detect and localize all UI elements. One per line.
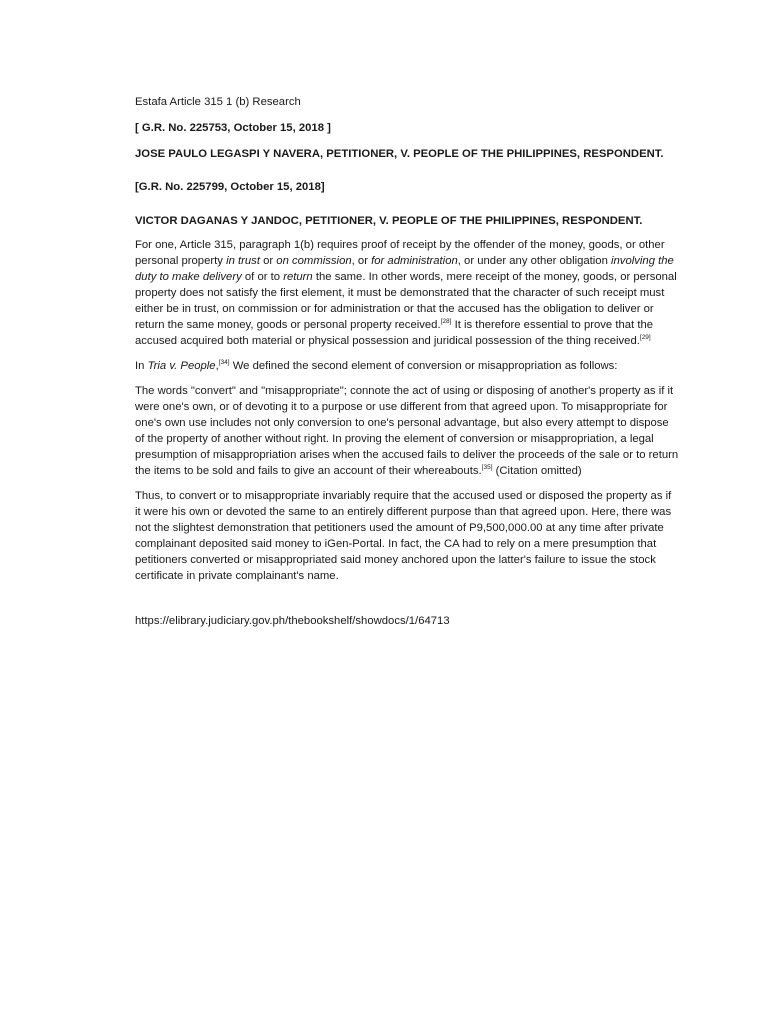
- case-parties-1: JOSE PAULO LEGASPI Y NAVERA, PETITIONER, V. PEOPLE OF THE PHILIPPINES, RESPONDENT.: [135, 148, 664, 160]
- text-run: of or to: [241, 271, 284, 283]
- text-run: the same. In other words, mere receipt of the money, goods, or personal property does not satisfy the first element, it must be demonstrated that the character of such receipt must either be in trust, on commission or for administration or that the accused has the obligation to deliver or return the same money, goods or personal property received.: [135, 271, 677, 331]
- footnote-ref: [35]: [481, 464, 493, 471]
- paragraph-article-315: [135, 237, 680, 349]
- footnote-ref: [29]: [639, 334, 651, 341]
- footnote-ref: [34]: [218, 359, 230, 366]
- paragraph-conclusion: Thus, to convert or to misappropriate invariably require that the accused used or disposed the property as if it were his own or devoted the same to an entirely different purpose than that agreed upon. Here, there was not the slightest demonstration that petitioners used the amount of P9,500,000.00 at any time after private complainant deposited said money to iGen-Portal. In fact, the CA had to rely on a mere presumption that petitioners converted or misappropriated said money anchored upon the latter's failure to issue the stock certificate in private complainant's name.: [135, 490, 672, 582]
- text-run: The words "convert" and "misappropriate"; connote the act of using or disposing of another's property as if it were one's own, or of devoting it to a purpose or use different from that agreed upon. To misappropriate for one's own use includes not only conversion to one's personal advantage, but also every attempt to dispose of the property of another without right. In proving the element of conversion or misappropriation, a legal presumption of misappropriation arises when the accused fails to deliver the proceeds of the sale or to return the items to be sold and fails to give an account of their whereabouts.: [135, 385, 679, 477]
- footnote-ref: [28]: [440, 318, 452, 325]
- text-run: (Citation omitted): [492, 465, 582, 477]
- text-run: We defined the second element of conversion or misappropriation as follows:: [229, 360, 618, 372]
- italic-run: in trust: [226, 255, 260, 267]
- text-run: For one, Article 315, paragraph 1(b) requires proof of receipt by the offender of the money, goods, or other personal property: [135, 239, 665, 267]
- italic-run: involving the duty to make delivery: [135, 255, 674, 283]
- source-url: https://elibrary.judiciary.gov.ph/thebookshelf/showdocs/1/64713: [135, 615, 450, 627]
- document-title: Estafa Article 315 1 (b) Research: [135, 96, 301, 108]
- document-page: [135, 94, 680, 640]
- text-run: , or under any other obligation: [457, 255, 612, 267]
- italic-run: on commission: [276, 255, 352, 267]
- text-run: or: [259, 255, 277, 267]
- case-parties-2: VICTOR DAGANAS Y JANDOC, PETITIONER, V. PEOPLE OF THE PHILIPPINES, RESPONDENT.: [135, 215, 643, 227]
- text-run: ,: [215, 360, 219, 372]
- text-run: It is therefore essential to prove that the accused acquired both material or physical possession and juridical possession of the thing received.: [135, 319, 654, 347]
- paragraph-definition-quote: [135, 383, 680, 479]
- text-run: , or: [351, 255, 372, 267]
- italic-run: for administration: [371, 255, 458, 267]
- italic-run: return: [283, 271, 313, 283]
- case-number-1: [ G.R. No. 225753, October 15, 2018 ]: [135, 122, 331, 134]
- case-number-2: [G.R. No. 225799, October 15, 2018]: [135, 181, 325, 193]
- text-run: In: [135, 360, 148, 372]
- italic-run: Tria v. People: [147, 360, 216, 372]
- paragraph-tria-v-people: [135, 358, 680, 374]
